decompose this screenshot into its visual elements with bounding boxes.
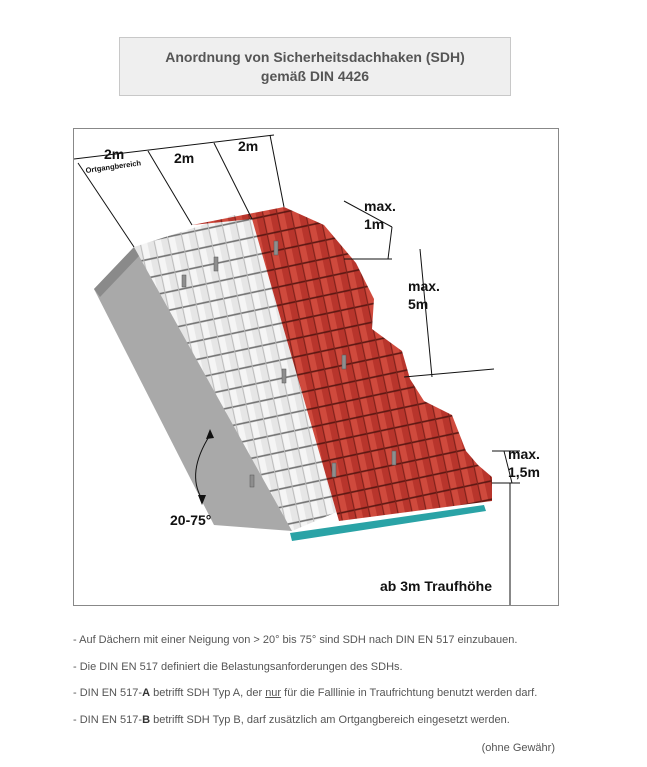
note-item xyxy=(73,713,573,740)
dimension-label-2m-first: 2m xyxy=(104,146,125,162)
title-line-1: Anordnung von Sicherheitsdachhaken (SDH) xyxy=(165,48,465,65)
dimension-label-2m-second: 2m xyxy=(174,150,195,166)
note-text: betrifft SDH Typ A, der xyxy=(150,687,266,699)
max-label-mid-line1: max. xyxy=(408,278,440,294)
note-bold-letter: B xyxy=(142,713,151,726)
eave-height-label: ab 3m Traufhöhe xyxy=(380,578,493,594)
dimension-label-ortgangbereich: Ortgangbereich xyxy=(85,158,142,175)
max-label-top-line2: 1m xyxy=(364,216,385,232)
note-underlined-text: nur xyxy=(265,687,282,699)
roof-illustration xyxy=(74,129,559,606)
max-label-bottom-line1: max. xyxy=(508,446,540,462)
note-item: - Die DIN EN 517 definiert die Belastungsanforderungen des SDHs. xyxy=(73,660,403,673)
disclaimer: (ohne Gewähr) xyxy=(481,742,555,754)
notes-list xyxy=(73,633,573,739)
note-text: betrifft SDH Typ B, darf zusätzlich am Ortgangbereich eingesetzt werden. xyxy=(150,713,510,726)
note-text: - DIN EN 517- xyxy=(73,713,143,726)
note-bold-letter: A xyxy=(142,687,151,699)
note-text: - DIN EN 517- xyxy=(73,687,143,699)
dimension-label-2m-third: 2m xyxy=(238,138,259,154)
note-text: für die Falllinie in Traufrichtung benutzt werden darf. xyxy=(281,687,538,699)
title-box xyxy=(119,37,511,96)
angle-label: 20-75° xyxy=(170,512,212,528)
roof-diagram xyxy=(73,128,559,606)
note-item: - Auf Dächern mit einer Neigung von > 20° bis 75° sind SDH nach DIN EN 517 einzubauen. xyxy=(73,634,518,646)
max-label-mid-line2: 5m xyxy=(408,296,429,312)
note-item xyxy=(73,686,573,713)
max-label-bottom-line2: 1,5m xyxy=(508,464,540,480)
max-label-top-line1: max. xyxy=(364,198,396,214)
title-line-2: gemäß DIN 4426 xyxy=(260,67,370,84)
